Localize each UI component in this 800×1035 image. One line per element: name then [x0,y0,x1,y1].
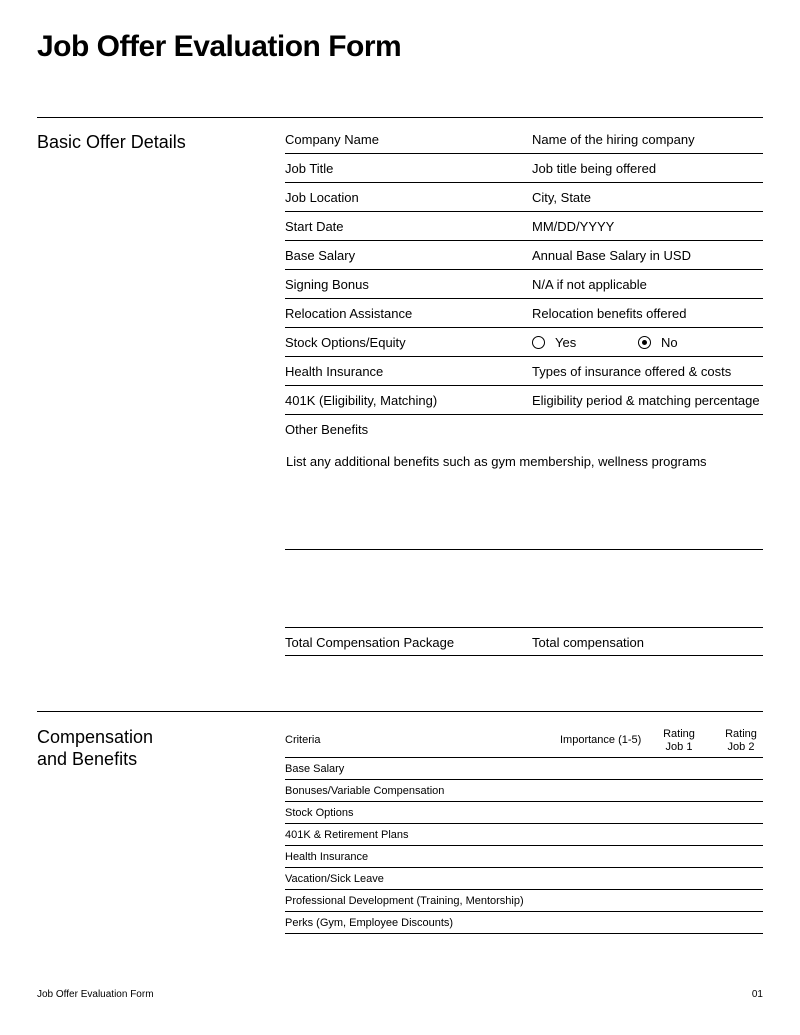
field-signing-bonus[interactable] [285,270,763,299]
field-label: Job Location [285,190,359,205]
field-label: Signing Bonus [285,277,369,292]
table-row[interactable] [285,758,763,780]
criteria-cell: 401K & Retirement Plans [285,829,409,841]
field-label: Total Compensation Package [285,635,455,650]
table-row[interactable] [285,824,763,846]
field-value[interactable]: MM/DD/YYYY [532,219,615,234]
field-company-name[interactable] [285,125,763,154]
criteria-cell: Bonuses/Variable Compensation [285,785,445,797]
radio-no-circle-icon[interactable] [638,336,651,349]
field-value[interactable]: Relocation benefits offered [532,306,687,321]
header-criteria: Criteria [285,734,321,746]
field-label: Stock Options/Equity [285,335,406,350]
radio-yes[interactable] [532,335,576,350]
basic-offer-heading: Basic Offer Details [37,132,186,152]
criteria-cell: Base Salary [285,763,345,775]
field-stock-options [285,328,763,357]
field-value[interactable]: City, State [532,190,592,205]
table-row[interactable] [285,890,763,912]
field-base-salary[interactable] [285,241,763,270]
basic-offer-form [285,125,763,415]
field-label: Base Salary [285,248,356,263]
page-title: Job Offer Evaluation Form [37,30,402,63]
table-row[interactable] [285,868,763,890]
header-rating-job1 [661,728,697,754]
field-label: Relocation Assistance [285,306,413,321]
field-value[interactable]: Job title being offered [532,161,657,176]
criteria-cell: Health Insurance [285,851,369,863]
section-divider [37,711,763,712]
field-relocation-assistance[interactable] [285,299,763,328]
field-label: Company Name [285,132,379,147]
other-benefits-label: Other Benefits [285,422,369,437]
other-benefits-box[interactable] [285,422,763,550]
header-rating-job1-line1: Rating [663,728,695,740]
table-row[interactable] [285,780,763,802]
table-row[interactable] [285,802,763,824]
field-health-insurance[interactable] [285,357,763,386]
header-rating-job2 [723,728,759,754]
table-header [285,713,763,758]
field-value[interactable]: Eligibility period & matching percentage [532,393,760,408]
field-401k[interactable] [285,386,763,415]
criteria-cell: Vacation/Sick Leave [285,873,384,885]
field-job-title[interactable] [285,154,763,183]
header-importance: Importance (1-5) [560,734,642,746]
criteria-cell: Perks (Gym, Employee Discounts) [285,917,454,929]
other-benefits-text[interactable]: List any additional benefits such as gym membership, wellness programs [286,454,707,469]
field-value[interactable]: Name of the hiring company [532,132,695,147]
radio-yes-circle-icon[interactable] [532,336,545,349]
header-rating-job2-line2: Job 2 [727,741,755,753]
field-label: Job Title [285,161,334,176]
field-label: Health Insurance [285,364,384,379]
header-rating-job1-line2: Job 1 [665,741,693,753]
compensation-heading [37,726,153,770]
field-total-compensation[interactable] [285,627,763,656]
field-value[interactable]: N/A if not applicable [532,277,647,292]
section-divider [37,117,763,118]
field-value[interactable]: Total compensation [532,635,645,650]
table-row[interactable] [285,846,763,868]
stock-options-radio-group [532,335,763,351]
page-number: 01 [751,989,763,1000]
radio-no-label: No [661,335,678,350]
radio-yes-label: Yes [555,335,577,350]
field-start-date[interactable] [285,212,763,241]
table-row[interactable] [285,912,763,934]
compensation-heading-line1: Compensation [37,727,154,747]
criteria-cell: Stock Options [285,807,354,819]
radio-no[interactable] [638,335,678,350]
field-job-location[interactable] [285,183,763,212]
criteria-cell: Professional Development (Training, Mentorship) [285,895,524,907]
field-label: 401K (Eligibility, Matching) [285,393,438,408]
compensation-heading-line2: and Benefits [37,749,138,769]
field-label: Start Date [285,219,344,234]
field-value[interactable]: Annual Base Salary in USD [532,248,691,263]
header-rating-job2-line1: Rating [725,728,757,740]
compensation-table [285,713,763,934]
field-value[interactable]: Types of insurance offered & costs [532,364,732,379]
footer-title: Job Offer Evaluation Form [37,989,154,1000]
